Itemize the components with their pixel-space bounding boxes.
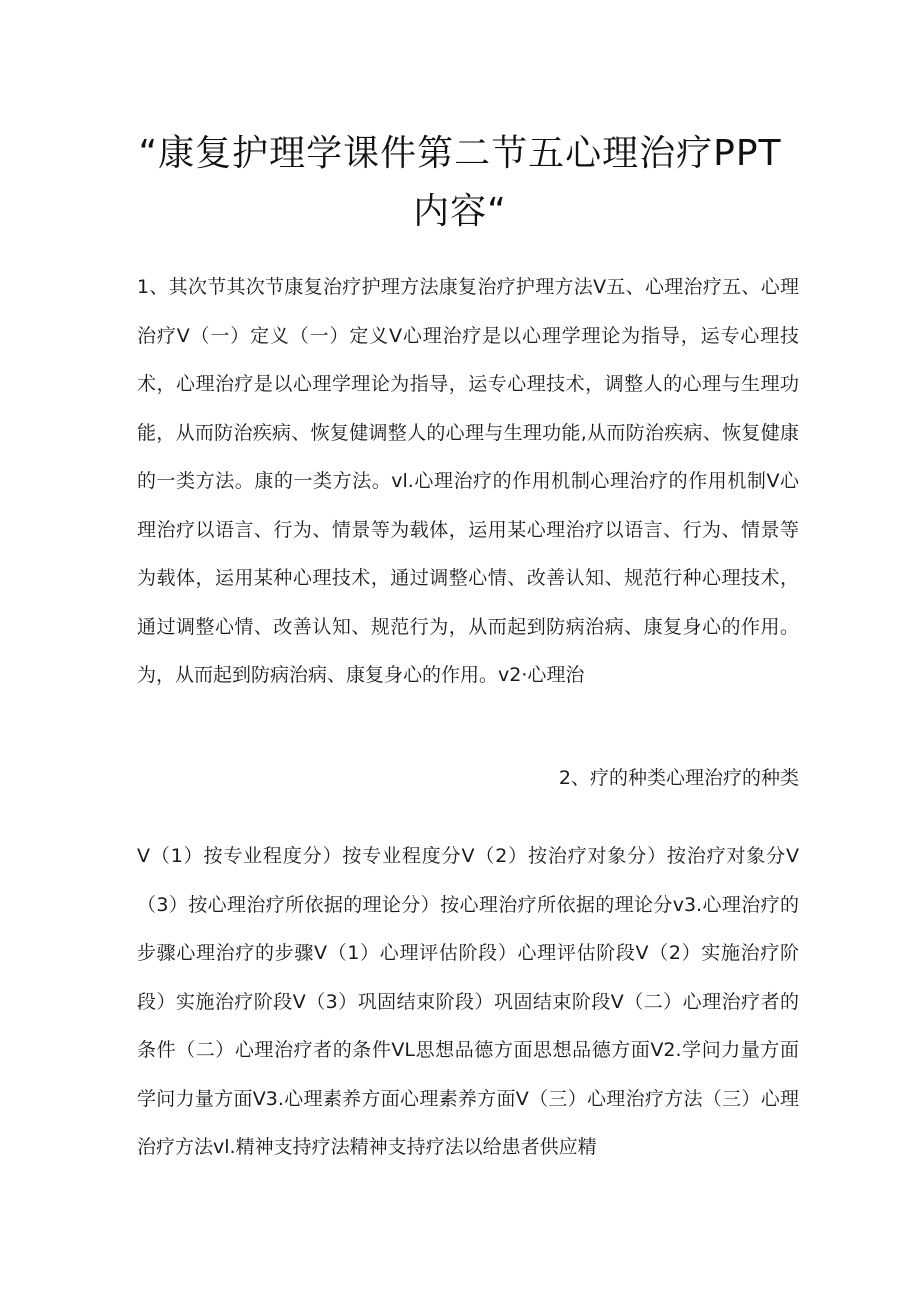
- paragraph-2: 2、疗的种类心理治疗的种类: [558, 767, 799, 789]
- paragraph-3: V（1）按专业程度分）按专业程度分V（2）按治疗对象分）按治疗对象分V（3）按心理治疗所依据的理论分）按心理治疗所依据的理论分v3.心理治疗的步骤心理治疗的步骤V（1）心理评估阶段）心理评估阶段V（2）实施治疗阶段）实施治疗阶段V（3）巩固结束阶段）巩固结束阶段V（二）心理治疗者的条件（二）心理治疗者的条件VL思想品德方面思想品德方面V2.学问力量方面学问力量方面V3.心理素养方面心理素养方面V（三）心理治疗方法（三）心理治疗方法vl.精神支持疗法精神支持疗法以给患者供应精: [137, 845, 799, 1158]
- paragraph-1: 1、其次节其次节康复治疗护理方法康复治疗护理方法V五、心理治疗五、心理治疗V（一）定义（一）定义V心理治疗是以心理学理论为指导，运专心理技术，心理治疗是以心理学理论为指导，运专心理技术，调整人的心理与生理功能，从而防治疾病、恢复健调整人的心理与生理功能,从而防治疾病、恢复健康的一类方法。康的一类方法。vl.心理治疗的作用机制心理治疗的作用机制V心理治疗以语言、行为、情景等为载体，运用某心理治疗以语言、行为、情景等为载体，运用某种心理技术，通过调整心情、改善认知、规范行种心理技术，通过调整心情、改善认知、规范行为，从而起到防病治病、康复身心的作用。为，从而起到防病治病、康复身心的作用。v2·心理治: [137, 276, 799, 686]
- document-title: “康复护理学课件第二节五心理治疗PPT内容“: [138, 133, 782, 232]
